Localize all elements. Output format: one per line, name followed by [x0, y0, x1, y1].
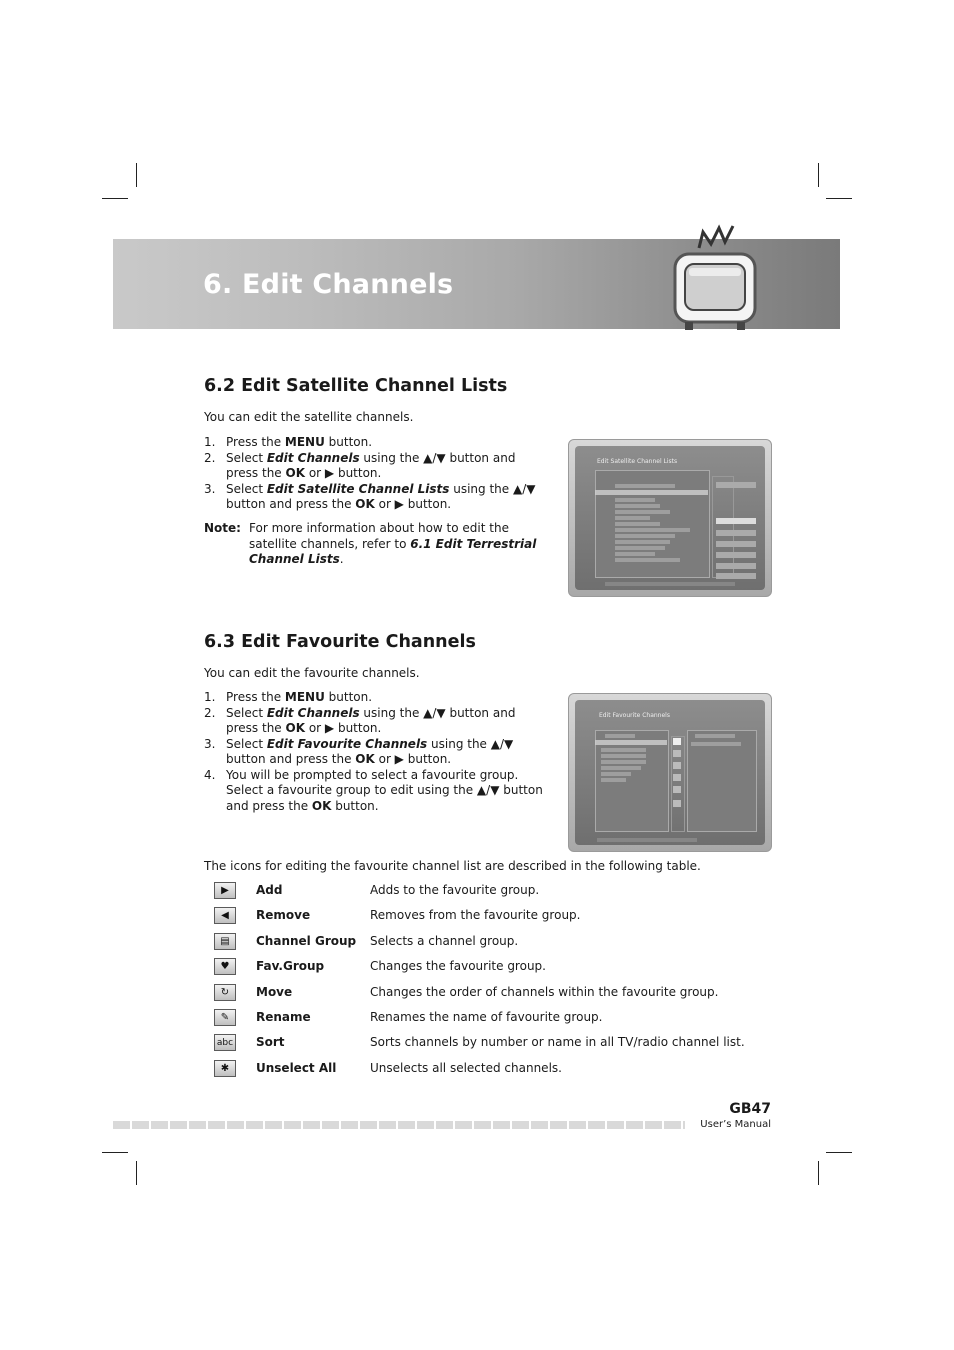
crop-mark [102, 198, 128, 199]
section-heading: 6.3 Edit Favourite Channels [204, 632, 476, 652]
step-text: Select [226, 705, 267, 720]
icon-label: Fav.Group [256, 959, 325, 974]
step-keyword: Edit Favourite Channels [266, 736, 428, 751]
note [204, 521, 544, 568]
note-end: . [339, 552, 344, 566]
step-item [204, 482, 544, 513]
fav-group-icon: ♥ [214, 958, 236, 975]
step-keyword: OK [355, 752, 375, 766]
steps-list [204, 690, 549, 814]
chapter-title: 6. Edit Channels [203, 269, 454, 300]
step-keyword: MENU [284, 435, 325, 449]
step-number: 3. [204, 736, 216, 751]
step-text: button. [331, 798, 379, 813]
step-number: 3. [204, 481, 216, 496]
note-text: For more information about how to edit the satellite channels, refer to [249, 521, 509, 551]
icon-label: Sort [256, 1035, 285, 1050]
step-text: or ▶ button. [305, 721, 382, 735]
step-item [204, 690, 549, 706]
icon-description: Removes from the favourite group. [370, 908, 581, 923]
step-text: Press the [226, 690, 285, 704]
icon-description: Unselects all selected channels. [370, 1060, 562, 1075]
rename-icon: ✎ [214, 1009, 236, 1026]
step-text: Press the [226, 435, 285, 449]
step-text: using the ▲/▼ button and press the [226, 450, 516, 480]
step-text: or ▶ button. [374, 497, 452, 511]
crop-mark [818, 163, 819, 187]
icon-label: Unselect All [256, 1060, 337, 1075]
step-number: 2. [204, 705, 216, 720]
icon-label: Remove [256, 908, 311, 923]
crop-mark [136, 163, 137, 187]
footer-bar [113, 1121, 685, 1129]
step-number: 2. [204, 450, 216, 465]
crop-mark [826, 1152, 852, 1153]
step-item [204, 435, 544, 451]
step-number: 1. [204, 690, 216, 704]
icon-description: Renames the name of favourite group. [370, 1010, 603, 1024]
step-keyword: MENU [284, 690, 325, 704]
step-keyword: OK [311, 798, 332, 813]
step-text: You will be prompted to select a favourite group. Select a favourite group to edit using the ▲/▼ button and press the [226, 767, 543, 813]
screenshot-title: Edit Favourite Channels [599, 712, 670, 719]
section-intro: You can edit the favourite channels. [204, 666, 420, 680]
step-item [204, 706, 549, 737]
step-text: using the ▲/▼ button and press the [226, 705, 516, 735]
crop-mark [136, 1161, 137, 1185]
crop-mark [818, 1161, 819, 1185]
step-keyword: Edit Satellite Channel Lists [266, 481, 450, 496]
tv-illustration-icon [667, 218, 763, 334]
icon-description: Selects a channel group. [370, 933, 519, 948]
step-item [204, 451, 544, 482]
step-text: button. [324, 435, 373, 449]
steps-list [204, 435, 544, 513]
icon-label: Move [256, 984, 293, 999]
move-icon: ↻ [214, 984, 236, 1001]
note-label: Note: [204, 521, 241, 535]
step-keyword: Edit Channels [266, 450, 360, 465]
sort-icon: abc [214, 1034, 236, 1051]
page-number: GB47 [729, 1101, 771, 1117]
screenshot-title: Edit Satellite Channel Lists [597, 458, 678, 465]
icon-description: Sorts channels by number or name in all TV/radio channel list. [370, 1035, 745, 1050]
step-item [204, 737, 549, 768]
icon-label: Add [256, 883, 283, 897]
crop-mark [826, 198, 852, 199]
step-text: or ▶ button. [374, 752, 452, 766]
step-text: Select [226, 736, 267, 751]
crop-mark [102, 1152, 128, 1153]
step-keyword: OK [285, 466, 305, 480]
icon-description: Adds to the favourite group. [370, 883, 540, 897]
table-intro: The icons for editing the favourite channel list are described in the following table. [204, 859, 701, 873]
favourite-list-screenshot [568, 693, 772, 852]
step-keyword: Edit Channels [266, 705, 360, 720]
step-keyword: OK [285, 721, 305, 735]
step-text: button. [324, 690, 373, 704]
icon-label: Rename [256, 1010, 311, 1024]
remove-icon: ◀ [214, 907, 236, 924]
note-reference: 6.1 Edit Terrestrial Channel Lists [249, 536, 537, 566]
step-text: using the ▲/▼ button and press the [226, 736, 514, 766]
step-text: Select [226, 481, 267, 496]
add-icon: ▶ [214, 882, 236, 899]
step-number: 4. [204, 767, 216, 782]
step-text: or ▶ button. [305, 466, 382, 480]
icon-description: Changes the favourite group. [370, 959, 546, 974]
icon-description: Changes the order of channels within the favourite group. [370, 984, 719, 999]
step-item [204, 768, 549, 815]
step-number: 1. [204, 435, 216, 449]
step-text: using the ▲/▼ button and press the [226, 481, 536, 511]
channel-group-icon: ▤ [214, 933, 236, 950]
step-keyword: OK [355, 497, 375, 511]
unselect-all-icon: ✱ [214, 1060, 236, 1077]
section-intro: You can edit the satellite channels. [204, 410, 414, 424]
manual-label: User’s Manual [700, 1119, 771, 1130]
step-text: Select [226, 450, 267, 465]
satellite-list-screenshot [568, 439, 772, 597]
icon-label: Channel Group [256, 933, 357, 948]
section-heading: 6.2 Edit Satellite Channel Lists [204, 376, 508, 396]
